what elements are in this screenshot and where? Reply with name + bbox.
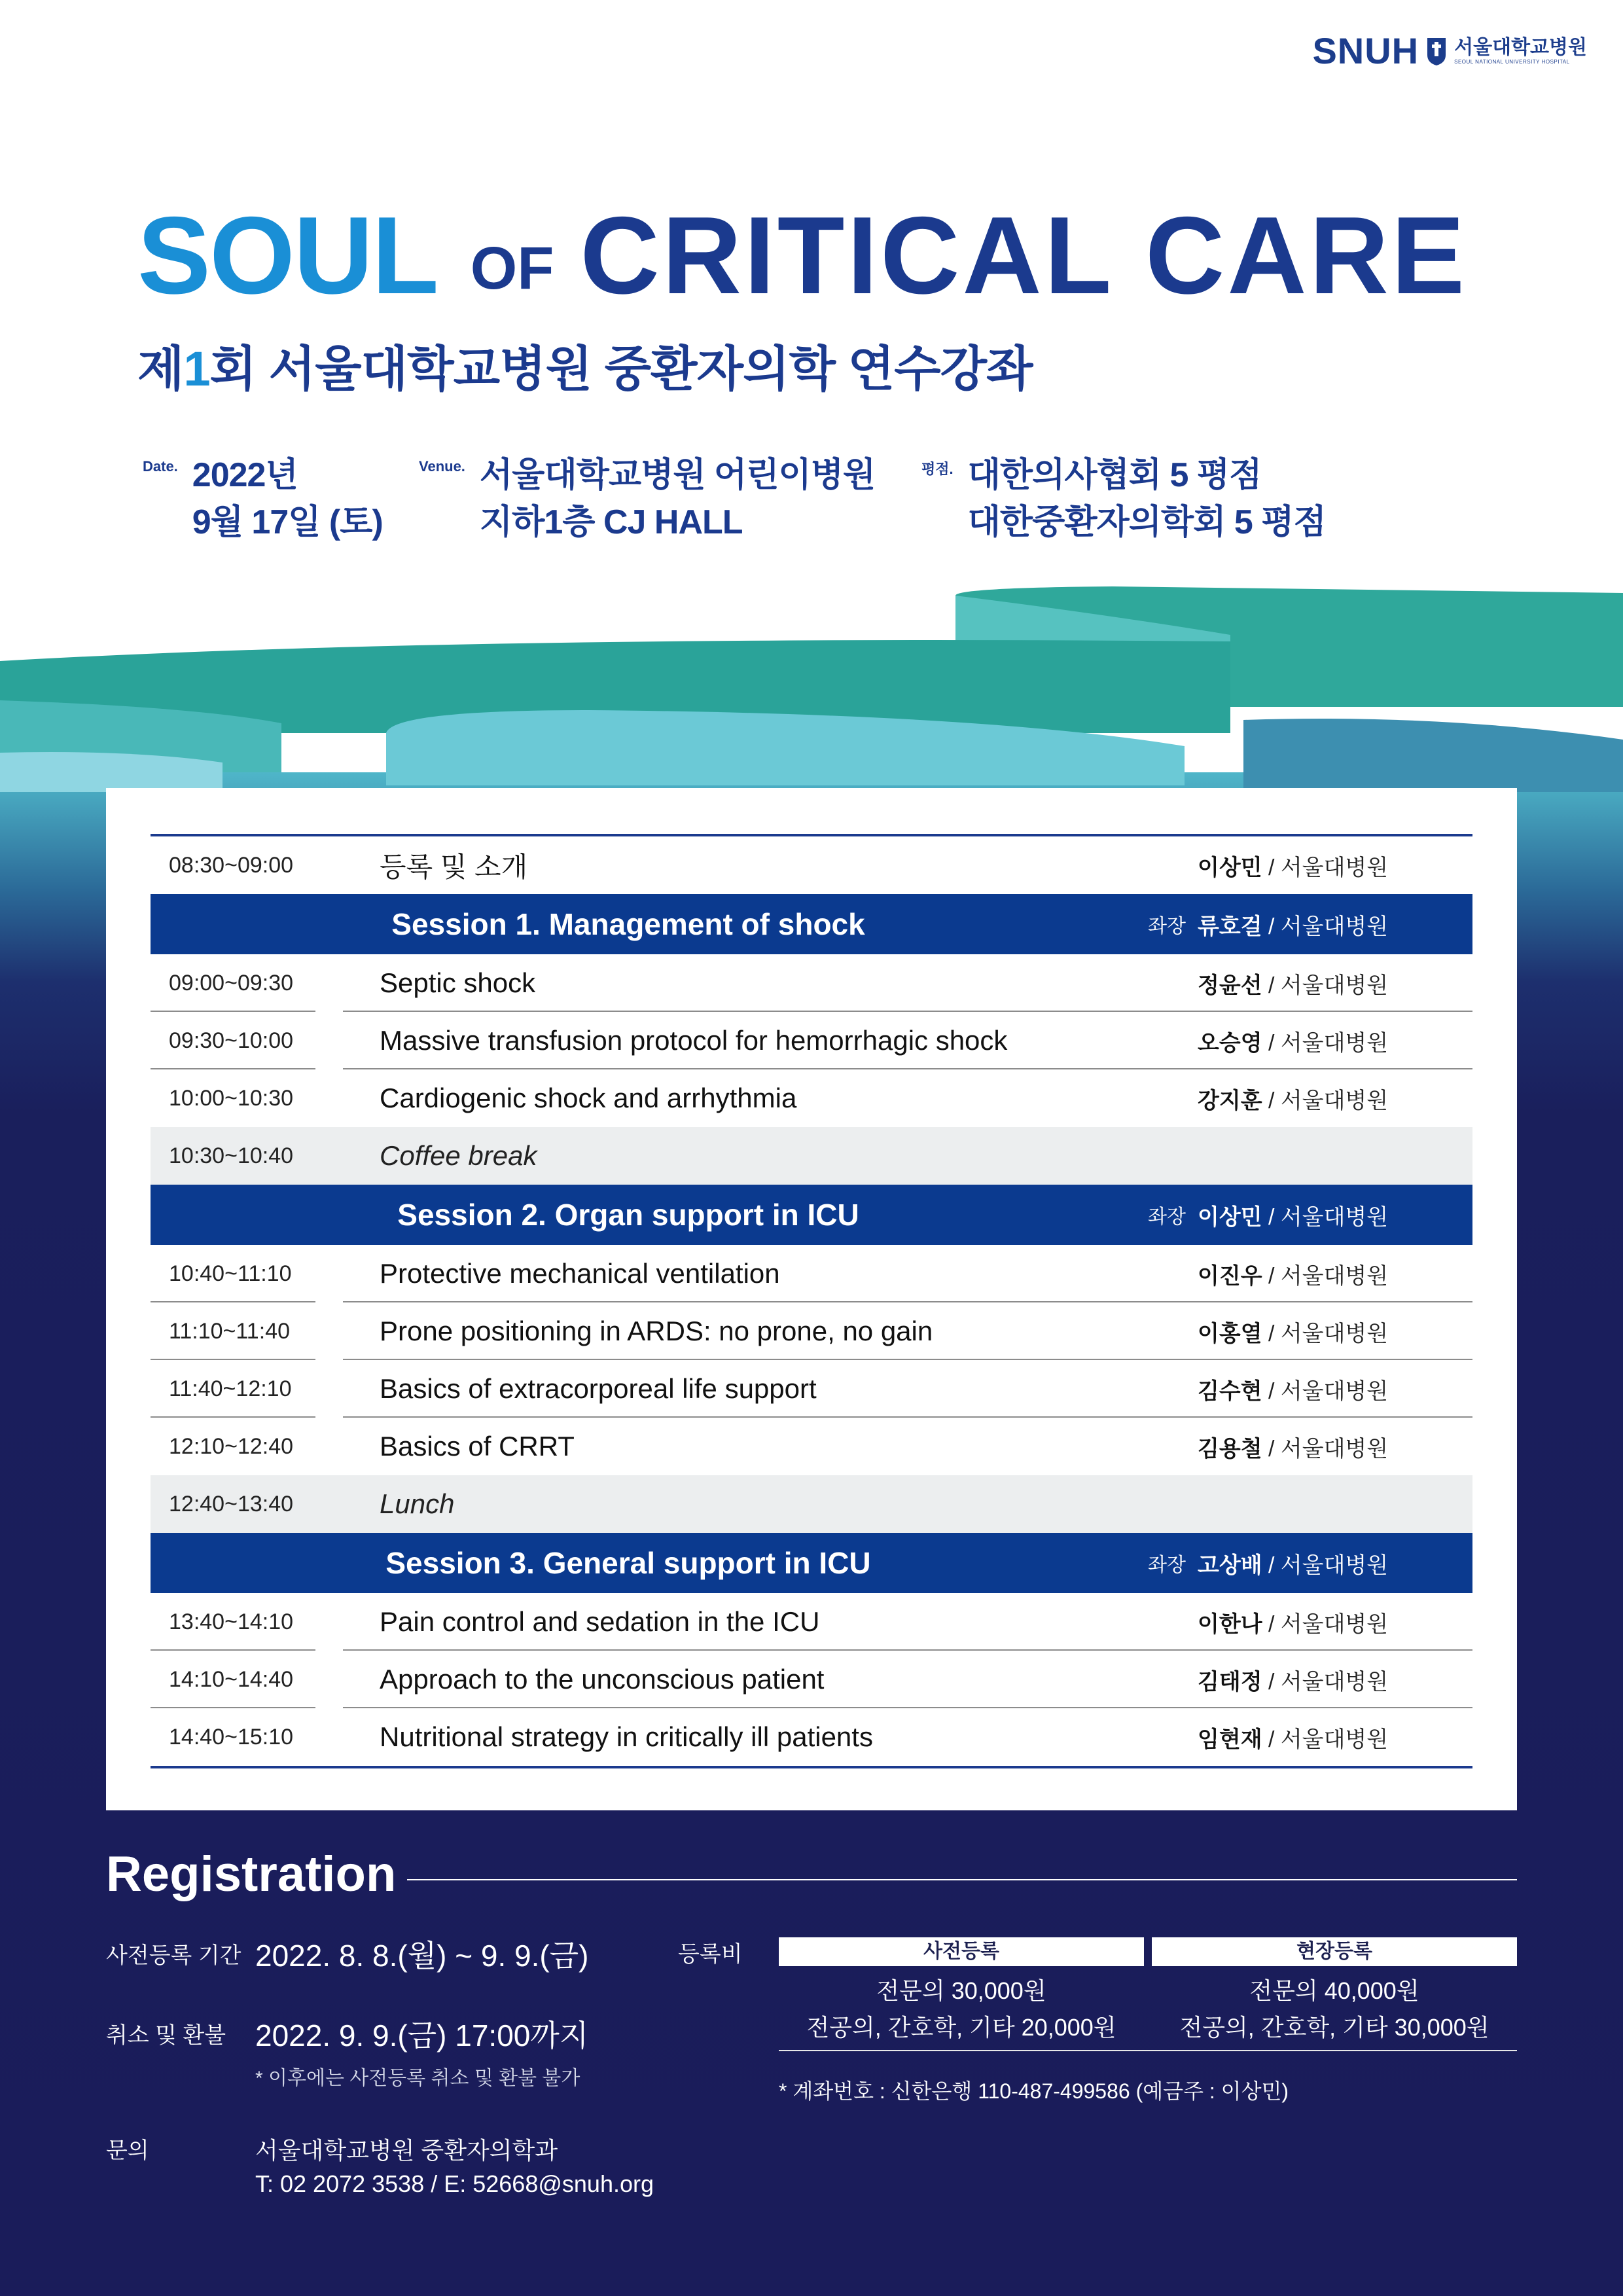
- fee-pre-body: [779, 1973, 1144, 2046]
- speaker-affiliation: / 서울대병원: [1262, 1378, 1389, 1404]
- fee-divider: [779, 2050, 1517, 2051]
- chair-speaker: [1198, 908, 1388, 941]
- snuh-emblem-icon: [1425, 35, 1448, 67]
- logo-english-name: SEOUL NATIONAL UNIVERSITY HOSPITAL: [1454, 59, 1570, 65]
- fee-onsite-header: 현장등록: [1152, 1937, 1517, 1966]
- title-critical-care: CRITICAL CARE: [580, 193, 1468, 317]
- subtitle-text: 회 서울대학교병원 중환자의학 연수강좌: [209, 342, 1033, 396]
- speaker-name: 강지훈: [1198, 1088, 1262, 1113]
- topic: Nutritional strategy in critically ill patients: [380, 1721, 873, 1752]
- time-slot: 11:40~12:10: [169, 1376, 292, 1401]
- topic: Massive transfusion protocol for hemorrhagic shock: [380, 1025, 1008, 1056]
- speaker-name: 고상배: [1198, 1552, 1262, 1578]
- date-label: Date.: [143, 458, 178, 475]
- logo-korean-name: 서울대학교병원: [1454, 37, 1587, 58]
- speaker-affiliation: / 서울대병원: [1262, 1204, 1389, 1230]
- speaker-name: 정윤선: [1198, 973, 1262, 998]
- date-line-2: 9월 17일 (토): [192, 503, 383, 541]
- logo-mark: SNUH: [1312, 30, 1419, 71]
- topic: Cardiogenic shock and arrhythmia: [380, 1083, 797, 1113]
- venue-block: [419, 452, 875, 546]
- program-row: [151, 836, 1472, 894]
- topic: Coffee break: [380, 1140, 537, 1171]
- time-slot: 11:10~11:40: [169, 1318, 290, 1344]
- speaker-affiliation: / 서울대병원: [1262, 855, 1389, 880]
- cancel-value: 2022. 9. 9.(금) 17:00까지: [255, 2018, 589, 2053]
- venue-line-1: 서울대학교병원 어린이병원: [479, 456, 876, 494]
- speaker-affiliation: / 서울대병원: [1262, 973, 1389, 998]
- speaker-name: 이상민: [1198, 1204, 1262, 1230]
- speaker-name: 이상민: [1198, 855, 1262, 880]
- fee-pre-line-2: 전공의, 간호학, 기타 20,000원: [806, 2014, 1116, 2041]
- speaker: [1198, 1606, 1388, 1638]
- program-row: [151, 1708, 1472, 1768]
- speaker-affiliation: / 서울대병원: [1262, 1552, 1389, 1578]
- title-of: OF: [470, 234, 554, 302]
- chair-label: 좌장: [1148, 916, 1186, 937]
- session-title: Session 3. General support in ICU: [385, 1546, 871, 1580]
- program-row: [151, 1302, 1472, 1360]
- subtitle-prefix: 제: [137, 342, 184, 396]
- chair-speaker: [1198, 1547, 1388, 1579]
- registration-divider: [407, 1879, 1517, 1880]
- speaker: [1198, 1316, 1388, 1348]
- speaker: [1198, 1083, 1388, 1115]
- main-title: [137, 193, 1468, 317]
- session-header-row: [151, 894, 1472, 954]
- speaker-name: 이한나: [1198, 1611, 1262, 1637]
- program-row: [151, 1360, 1472, 1418]
- program-row: [151, 1245, 1472, 1302]
- speaker-affiliation: / 서울대병원: [1262, 1088, 1389, 1113]
- program-row: [151, 1418, 1472, 1475]
- break-row: [151, 1127, 1472, 1185]
- registration-title: Registration: [106, 1846, 397, 1902]
- program-row: [151, 954, 1472, 1012]
- speaker-affiliation: / 서울대병원: [1262, 1030, 1389, 1056]
- speaker: [1198, 1258, 1388, 1290]
- speaker-affiliation: / 서울대병원: [1262, 1263, 1389, 1289]
- time-slot: 14:40~15:10: [169, 1724, 294, 1749]
- time-slot: 10:00~10:30: [169, 1085, 294, 1111]
- speaker: [1198, 1025, 1388, 1057]
- speaker-affiliation: / 서울대병원: [1262, 1436, 1389, 1462]
- fee-onsite-line-1: 전문의 40,000원: [1249, 1977, 1419, 2004]
- date-block: [143, 452, 383, 546]
- title-soul: SOUL: [137, 193, 438, 317]
- time-slot: 14:10~14:40: [169, 1666, 294, 1692]
- topic: 등록 및 소개: [380, 852, 528, 882]
- chair-label: 좌장: [1148, 1206, 1186, 1228]
- chair-speaker: [1198, 1199, 1388, 1231]
- speaker-affiliation: / 서울대병원: [1262, 914, 1389, 939]
- credit-block: [921, 452, 1326, 546]
- program-row: [151, 1012, 1472, 1069]
- time-slot: 09:30~10:00: [169, 1028, 294, 1053]
- session-title: Session 2. Organ support in ICU: [397, 1198, 859, 1232]
- contact-department: 서울대학교병원 중환자의학과: [255, 2137, 558, 2164]
- program-row: [151, 1651, 1472, 1708]
- topic: Prone positioning in ARDS: no prone, no gain: [380, 1316, 933, 1346]
- topic: Protective mechanical ventilation: [380, 1258, 780, 1289]
- contact-label: 문의: [106, 2138, 149, 2163]
- time-slot: 10:40~11:10: [169, 1261, 292, 1286]
- subtitle: [137, 331, 1033, 400]
- speaker-name: 류호걸: [1198, 914, 1262, 939]
- session-header-row: [151, 1185, 1472, 1245]
- speaker: [1198, 967, 1388, 999]
- time-slot: 10:30~10:40: [169, 1143, 294, 1168]
- time-slot: 08:30~09:00: [169, 852, 294, 878]
- fee-onsite-line-2: 전공의, 간호학, 기타 30,000원: [1179, 2014, 1489, 2041]
- topic: Approach to the unconscious patient: [380, 1664, 825, 1695]
- account-note: * 계좌번호 : 신한은행 110-487-499586 (예금주 : 이상민): [779, 2079, 1289, 2103]
- program-card: [106, 788, 1517, 1810]
- cancel-note: * 이후에는 사전등록 취소 및 환불 불가: [255, 2068, 580, 2089]
- speaker-name: 이홍열: [1198, 1321, 1262, 1346]
- speaker-name: 김태정: [1198, 1669, 1262, 1695]
- topic: Basics of CRRT: [380, 1431, 575, 1462]
- time-slot: 12:40~13:40: [169, 1491, 294, 1516]
- break-row: [151, 1475, 1472, 1533]
- venue-line-2: 지하1층 CJ HALL: [479, 503, 743, 541]
- speaker-name: 김수현: [1198, 1378, 1262, 1404]
- topic: Lunch: [380, 1488, 455, 1519]
- speaker-affiliation: / 서울대병원: [1262, 1611, 1389, 1637]
- topic: Pain control and sedation in the ICU: [380, 1606, 820, 1637]
- program-table: [151, 834, 1472, 1768]
- time-slot: 12:10~12:40: [169, 1433, 294, 1459]
- topic: Septic shock: [380, 967, 536, 998]
- fee-pre-line-1: 전문의 30,000원: [876, 1977, 1046, 2004]
- speaker-name: 오승영: [1198, 1030, 1262, 1056]
- speaker-affiliation: / 서울대병원: [1262, 1669, 1389, 1695]
- speaker-name: 김용철: [1198, 1436, 1262, 1462]
- program-row: [151, 1593, 1472, 1651]
- date-line-1: 2022년: [192, 456, 298, 494]
- fee-pre-header: 사전등록: [779, 1937, 1144, 1966]
- cancel-label: 취소 및 환불: [106, 2023, 226, 2048]
- speaker: [1198, 1373, 1388, 1405]
- fee-onsite-body: [1152, 1973, 1517, 2046]
- speaker: [1198, 1664, 1388, 1696]
- session-title: Session 1. Management of shock: [391, 907, 865, 941]
- speaker: [1198, 1721, 1388, 1753]
- time-slot: 09:00~09:30: [169, 970, 294, 996]
- credit-line-2: 대한중환자의학회 5 평점: [967, 503, 1326, 541]
- subtitle-number: 1: [183, 342, 210, 396]
- pre-registration-value: 2022. 8. 8.(월) ~ 9. 9.(금): [255, 1939, 589, 1973]
- program-row: [151, 1069, 1472, 1127]
- fee-label: 등록비: [678, 1942, 743, 1967]
- chair-label: 좌장: [1148, 1554, 1186, 1576]
- time-slot: 13:40~14:10: [169, 1609, 294, 1634]
- credit-label: 평점.: [921, 461, 954, 477]
- session-header-row: [151, 1533, 1472, 1593]
- venue-label: Venue.: [419, 458, 465, 475]
- speaker-affiliation: / 서울대병원: [1262, 1321, 1389, 1346]
- snuh-logo: [1312, 29, 1587, 72]
- speaker-name: 이진우: [1198, 1263, 1262, 1289]
- credit-line-1: 대한의사협회 5 평점: [967, 456, 1262, 494]
- speaker: [1198, 850, 1388, 882]
- topic: Basics of extracorporeal life support: [380, 1373, 817, 1404]
- speaker: [1198, 1431, 1388, 1463]
- speaker-name: 임현재: [1198, 1727, 1262, 1752]
- contact-phone-email: T: 02 2072 3538 / E: 52668@snuh.org: [255, 2170, 654, 2197]
- speaker-affiliation: / 서울대병원: [1262, 1727, 1389, 1752]
- pre-registration-label: 사전등록 기간: [106, 1943, 241, 1968]
